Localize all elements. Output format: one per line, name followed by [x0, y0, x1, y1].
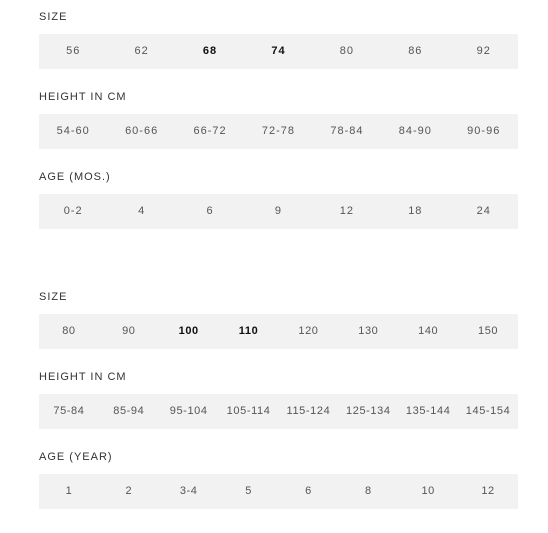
height-row-cell: 66-72: [193, 125, 227, 137]
size-row-cell: 90: [122, 325, 136, 337]
age-row-cell: 5: [245, 485, 252, 497]
age-row-cell: 24: [476, 205, 491, 217]
height-row-cell: 85-94: [113, 405, 145, 417]
size-row-label: SIZE: [39, 291, 68, 303]
age-row-cell: 12: [339, 205, 355, 217]
size-row-cell: 56: [66, 45, 81, 57]
size-row-cell: 140: [418, 325, 439, 337]
height-row-cell: 145-154: [465, 405, 511, 417]
size-row-cell: 92: [476, 45, 491, 57]
age-row-label: AGE (YEAR): [39, 451, 113, 463]
size-row-cell: 110: [238, 325, 259, 337]
height-row-label: HEIGHT IN CM: [39, 91, 127, 103]
height-row-cell: 95-104: [169, 405, 208, 417]
height-row: [39, 394, 518, 429]
age-row-cell: 10: [421, 485, 435, 497]
age-row-cell: 8: [364, 485, 372, 497]
height-row-cell: 54-60: [56, 125, 90, 137]
height-row-cell: 90-96: [467, 125, 501, 137]
size-row-cell: 100: [178, 325, 199, 337]
age-row-cell: 6: [305, 485, 312, 497]
age-row-cell: 3-4: [179, 485, 198, 497]
size-row-cell: 80: [339, 45, 355, 57]
age-row-cell: 4: [138, 205, 146, 217]
height-row-cell: 78-84: [330, 125, 364, 137]
size-row-cell: 80: [62, 325, 76, 337]
size-row-cell: 86: [408, 45, 423, 57]
size-table-years: [39, 290, 518, 530]
size-row-cell: 68: [202, 45, 218, 57]
height-row: [39, 114, 518, 149]
height-row-cell: 115-124: [286, 405, 331, 417]
age-row-cell: 6: [206, 205, 214, 217]
height-row-cell: 135-144: [405, 405, 451, 417]
height-row-cell: 125-134: [346, 405, 391, 417]
size-row-cell: 130: [358, 325, 379, 337]
age-row: [39, 194, 518, 229]
height-row-cell: 75-84: [53, 405, 85, 417]
height-row-cell: 105-114: [226, 405, 271, 417]
height-row-label: HEIGHT IN CM: [39, 371, 127, 383]
height-row-cell: 60-66: [125, 125, 159, 137]
age-row-cell: 2: [125, 485, 133, 497]
age-row-cell: 9: [274, 205, 283, 217]
size-row-cell: 120: [298, 325, 319, 337]
size-table-months: [39, 10, 518, 250]
age-row: [39, 474, 518, 509]
size-row: [39, 314, 518, 349]
size-row-cell: 74: [271, 45, 286, 57]
size-row-cell: 150: [477, 325, 499, 337]
age-row-cell: 12: [481, 485, 495, 497]
size-row: [39, 34, 518, 69]
age-row-label: AGE (MOS.): [39, 171, 111, 183]
size-row-label: SIZE: [39, 11, 68, 23]
age-row-cell: 1: [65, 485, 73, 497]
size-row-cell: 62: [134, 45, 149, 57]
height-row-cell: 72-78: [261, 125, 296, 137]
age-row-cell: 18: [408, 205, 423, 217]
height-row-cell: 84-90: [398, 125, 432, 137]
age-row-cell: 0-2: [63, 205, 83, 217]
